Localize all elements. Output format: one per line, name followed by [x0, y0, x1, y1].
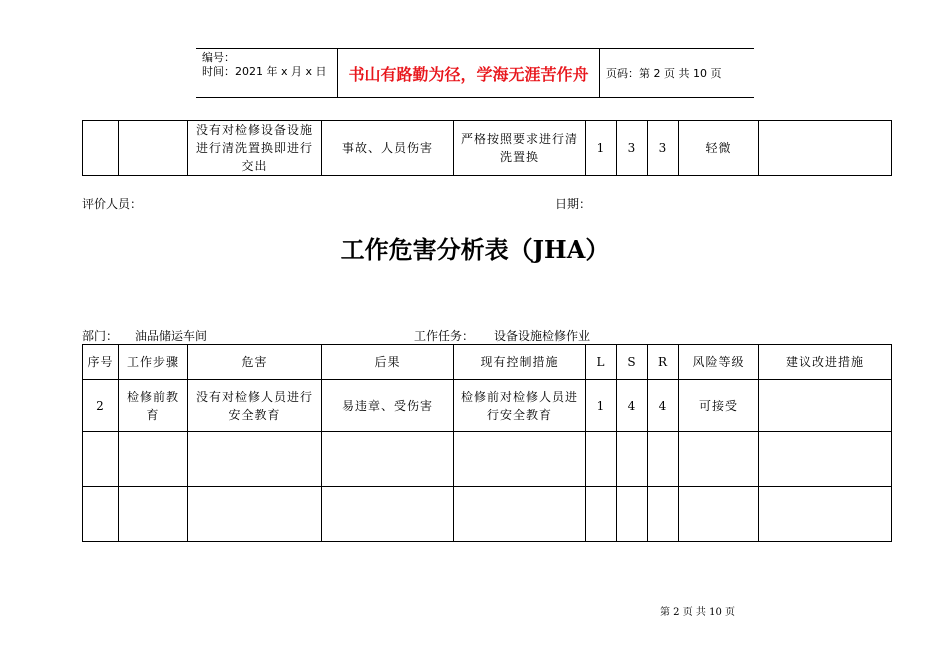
time-label: 时间：2021 年 x 月 x 日 [202, 65, 327, 78]
header-risk: 风险等级 [679, 345, 759, 380]
cell-risk: 轻微 [679, 121, 759, 176]
cell-s [617, 487, 648, 542]
cell-l: 1 [586, 380, 617, 432]
page-info: 页码：第 2 页 共 10 页 [606, 67, 722, 80]
header-consequence: 后果 [322, 345, 454, 380]
evaluator-label: 评价人员： [82, 197, 143, 211]
cell-control: 严格按照要求进行清洗置换 [454, 121, 586, 176]
cell-l: 1 [586, 121, 617, 176]
header-step: 工作步骤 [119, 345, 188, 380]
cell-step [119, 432, 188, 487]
continued-table [82, 120, 892, 176]
cell-s [617, 432, 648, 487]
page-title: 工作危害分析表（JHA） [340, 235, 610, 264]
table-row [83, 487, 892, 542]
page-header [196, 48, 754, 98]
cell-step: 检修前教育 [119, 380, 188, 432]
cell-r: 3 [648, 121, 679, 176]
cell-hazard [188, 432, 322, 487]
cell-suggestion [759, 487, 892, 542]
motto-text: 书山有路勤为径，学海无涯苦作舟 [337, 49, 600, 97]
cell-consequence [322, 487, 454, 542]
task-label: 工作任务： [414, 329, 475, 343]
cell-hazard [188, 487, 322, 542]
cell-r [648, 432, 679, 487]
cell-no [83, 432, 119, 487]
header-l: L [586, 345, 617, 380]
cell-risk [679, 432, 759, 487]
cell-hazard: 没有对检修设备设施进行清洗置换即进行交出 [188, 121, 322, 176]
cell-r [648, 487, 679, 542]
task-value: 设备设施检修作业 [494, 329, 591, 343]
code-label: 编号： [202, 51, 235, 64]
cell-consequence: 事故、人员伤害 [322, 121, 454, 176]
cell-no [83, 121, 119, 176]
cell-no: 2 [83, 380, 119, 432]
cell-risk [679, 487, 759, 542]
cell-control [454, 432, 586, 487]
cell-control [454, 487, 586, 542]
header-s: S [617, 345, 648, 380]
jha-table [82, 344, 892, 542]
cell-step [119, 121, 188, 176]
table-row [83, 432, 892, 487]
cell-l [586, 432, 617, 487]
cell-consequence: 易违章、受伤害 [322, 380, 454, 432]
header-no: 序号 [83, 345, 119, 380]
header-hazard: 危害 [188, 345, 322, 380]
cell-no [83, 487, 119, 542]
cell-suggestion [759, 380, 892, 432]
cell-s: 3 [617, 121, 648, 176]
cell-step [119, 487, 188, 542]
cell-l [586, 487, 617, 542]
cell-control: 检修前对检修人员进行安全教育 [454, 380, 586, 432]
cell-hazard: 没有对检修人员进行安全教育 [188, 380, 322, 432]
cell-suggestion [759, 121, 892, 176]
table-header-row [83, 345, 892, 380]
department-value: 油品储运车间 [135, 329, 208, 343]
department-label: 部门： [82, 329, 119, 343]
header-control: 现有控制措施 [454, 345, 586, 380]
header-r: R [648, 345, 679, 380]
cell-consequence [322, 432, 454, 487]
cell-s: 4 [617, 380, 648, 432]
cell-risk: 可接受 [679, 380, 759, 432]
cell-suggestion [759, 432, 892, 487]
page-footer: 第 2 页 共 10 页 [660, 607, 735, 618]
table-row [83, 380, 892, 432]
header-suggestion: 建议改进措施 [759, 345, 892, 380]
header-meta [196, 49, 337, 97]
cell-r: 4 [648, 380, 679, 432]
table-row [83, 121, 892, 176]
date-label: 日期： [555, 197, 592, 211]
